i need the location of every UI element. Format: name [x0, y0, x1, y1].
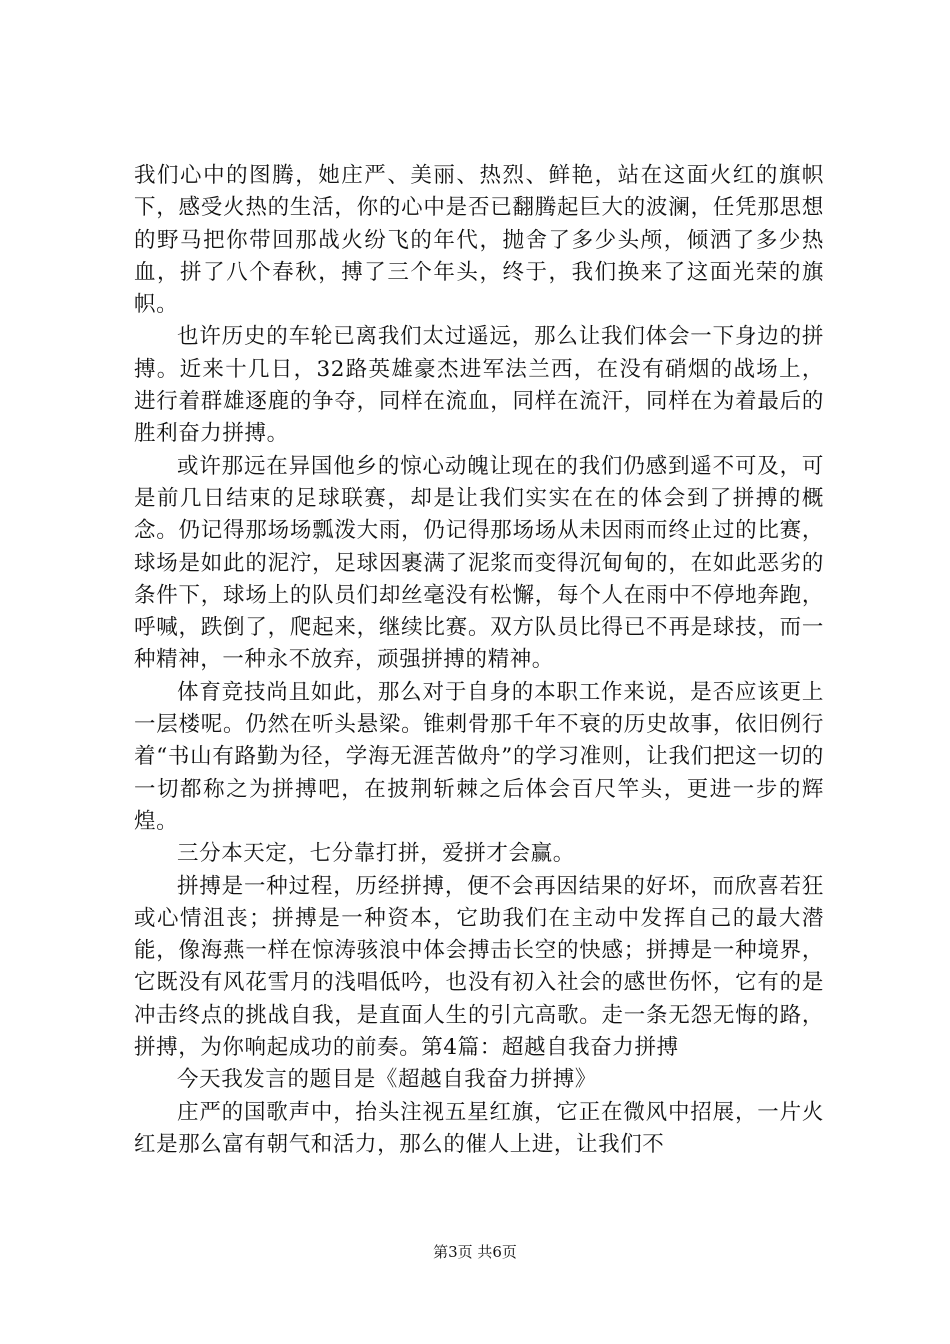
- paragraph-1: 我们心中的图腾，她庄严、美丽、热烈、鲜艳，站在这面火红的旗帜下，感受火热的生活，你的心中是否已翻腾起巨大的波澜，任凭那思想的野马把你带回那战火纷飞的年代，抛舍了多少头颅，倾洒了多少热血，拼了八个春秋，搏了三个年头，终于，我们换来了这面光荣的旗帜。: [134, 163, 824, 318]
- page-footer: 第3页 共6页: [433, 1243, 517, 1261]
- paragraph-7: 今天我发言的题目是《超越自我奋力拼搏》: [177, 1067, 597, 1093]
- paragraph-5: 三分本天定，七分靠打拼，爱拼才会赢。: [177, 841, 575, 867]
- paragraph-6: 拼搏是一种过程，历经拼搏，便不会再因结果的好坏，而欣喜若狂或心情沮丧；拼搏是一种资本，它助我们在主动中发挥自己的最大潜能，像海燕一样在惊涛骇浪中体会搏击长空的快感；拼搏是一种境界，它既没有风花雪月的浅唱低吟，也没有初入社会的感世伤怀，它有的是冲击终点的挑战自我，是直面人生的引亢高歌。走一条无怨无悔的路，拼搏，为你响起成功的前奏。第4篇：超越自我奋力拼搏: [134, 873, 824, 1061]
- paragraph-3: 或许那远在异国他乡的惊心动魄让现在的我们仍感到遥不可及，可是前几日结束的足球联赛，却是让我们实实在在的体会到了拼搏的概念。仍记得那场场瓢泼大雨，仍记得那场场从未因雨而终止过的比赛，球场是如此的泥泞，足球因裹满了泥浆而变得沉甸甸的，在如此恶劣的条件下，球场上的队员们却丝毫没有松懈，每个人在雨中不停地奔跑，呼喊，跌倒了，爬起来，继续比赛。双方队员比得已不再是球技，而一种精神，一种永不放弃，顽强拼搏的精神。: [134, 453, 824, 673]
- paragraph-2: 也许历史的车轮已离我们太过遥远，那么让我们体会一下身边的拼搏。近来十几日，32路英雄豪杰进军法兰西，在没有硝烟的战场上，进行着群雄逐鹿的争夺，同样在流血，同样在流汗，同样在为着最后的胜利奋力拼搏。: [134, 324, 824, 447]
- paragraph-4: 体育竞技尚且如此，那么对于自身的本职工作来说，是否应该更上一层楼呢。仍然在听头悬梁。锥刺骨那千年不衰的历史故事，依旧例行着“书山有路勤为径，学海无涯苦做舟”的学习准则，让我们把这一切的一切都称之为拼搏吧，在披荆斩棘之后体会百尺竿头，更进一步的辉煌。: [134, 679, 824, 834]
- paragraph-8: 庄严的国歌声中，抬头注视五星红旗，它正在微风中招展，一片火红是那么富有朝气和活力，那么的催人上进，让我们不: [134, 1099, 824, 1157]
- document-body: [134, 160, 824, 1161]
